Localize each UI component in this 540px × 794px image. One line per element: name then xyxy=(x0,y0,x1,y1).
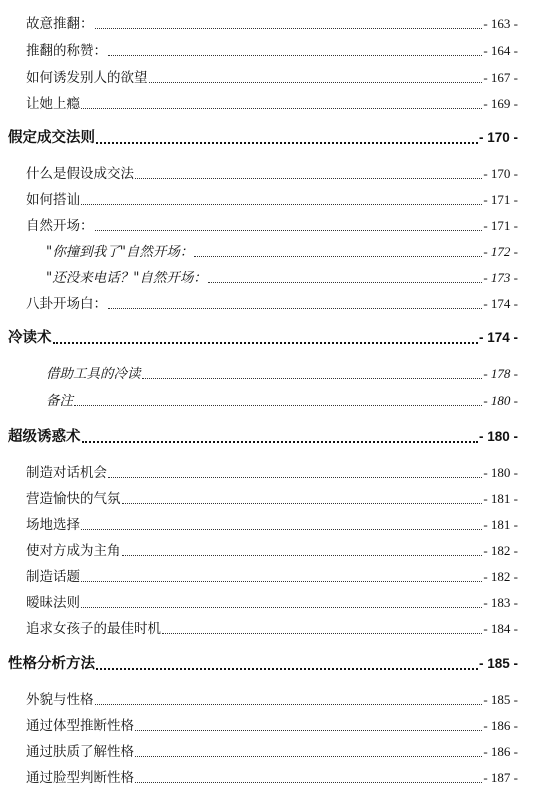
dot-leader xyxy=(108,55,482,56)
toc-entry[interactable] xyxy=(0,66,540,86)
toc-entry[interactable] xyxy=(0,591,540,611)
dot-leader xyxy=(82,441,478,443)
toc-entry-title: 外貌与性格 xyxy=(26,692,94,708)
toc-chapter-title: 冷读术 xyxy=(8,329,52,346)
toc-chapter[interactable] xyxy=(0,425,540,446)
toc-entry[interactable] xyxy=(0,461,540,481)
toc-entry-page: - 182 - xyxy=(483,543,518,558)
toc-entry-title: 推翻的称赞： xyxy=(26,43,107,59)
toc-entry-title: 使对方成为主角 xyxy=(26,543,121,559)
toc-entry-page: - 187 - xyxy=(483,770,518,785)
toc-entry-title: 如何诱发别人的欲望 xyxy=(26,70,148,86)
toc-chapter-title: 性格分析方法 xyxy=(8,655,95,672)
toc-chapter[interactable] xyxy=(0,326,540,347)
dot-leader xyxy=(81,607,482,608)
toc-entry-page: - 163 - xyxy=(483,16,518,31)
toc-chapter-page: - 170 - xyxy=(478,130,518,145)
toc-entry-title: 故意推翻： xyxy=(26,16,94,32)
dot-leader xyxy=(81,581,482,582)
toc-entry-page: - 181 - xyxy=(483,517,518,532)
toc-entry-title: 场地选择 xyxy=(26,517,80,533)
toc-entry-page: - 182 - xyxy=(483,569,518,584)
toc-subentry[interactable] xyxy=(0,389,540,409)
dot-leader xyxy=(95,704,483,705)
toc-entry-title: 通过肤质了解性格 xyxy=(26,744,134,760)
toc-entry[interactable] xyxy=(0,617,540,637)
toc-entry-title: 制造对话机会 xyxy=(26,465,107,481)
toc-subentry-title: "还没来电话？"自然开场： xyxy=(46,270,207,286)
toc-entry[interactable] xyxy=(0,12,540,32)
dot-leader xyxy=(81,204,482,205)
dot-leader xyxy=(81,108,482,109)
toc-entry[interactable] xyxy=(0,39,540,59)
toc-entry[interactable] xyxy=(0,766,540,786)
dot-leader xyxy=(96,142,478,144)
dot-leader xyxy=(108,308,482,309)
toc-subentry-page: - 172 - xyxy=(483,244,518,259)
toc-entry-title: 八卦开场白： xyxy=(26,296,107,312)
toc-entry[interactable] xyxy=(0,487,540,507)
toc-entry-title: 什么是假设成交法 xyxy=(26,166,134,182)
toc-chapter-page: - 174 - xyxy=(478,330,518,345)
toc-entry-page: - 183 - xyxy=(483,595,518,610)
toc-subentry[interactable] xyxy=(0,240,540,260)
dot-leader xyxy=(108,477,482,478)
dot-leader xyxy=(53,342,478,344)
dot-leader xyxy=(194,256,482,257)
dot-leader xyxy=(208,282,482,283)
toc-subentry[interactable] xyxy=(0,362,540,382)
dot-leader xyxy=(74,405,482,406)
toc-entry[interactable] xyxy=(0,740,540,760)
dot-leader xyxy=(95,230,483,231)
toc-chapter-title: 假定成交法则 xyxy=(8,129,95,146)
toc-entry-page: - 164 - xyxy=(483,43,518,58)
toc-subentry-title: 备注 xyxy=(46,393,73,409)
toc-entry-title: 制造话题 xyxy=(26,569,80,585)
dot-leader xyxy=(135,782,482,783)
toc-chapter-title: 超级诱惑术 xyxy=(8,428,81,445)
toc-subentry-page: - 180 - xyxy=(483,393,518,408)
toc-entry-title: 如何搭讪 xyxy=(26,192,80,208)
toc-entry-page: - 169 - xyxy=(483,96,518,111)
toc-entry-page: - 171 - xyxy=(483,218,518,233)
toc-entry-page: - 180 - xyxy=(483,465,518,480)
toc-entry-page: - 181 - xyxy=(483,491,518,506)
toc-entry-page: - 174 - xyxy=(483,296,518,311)
toc-entry-title: 营造愉快的气氛 xyxy=(26,491,121,507)
toc-entry-title: 通过体型推断性格 xyxy=(26,718,134,734)
toc-entry[interactable] xyxy=(0,688,540,708)
dot-leader xyxy=(135,756,482,757)
dot-leader xyxy=(122,555,483,556)
toc-subentry-title: "你撞到我了"自然开场： xyxy=(46,244,194,260)
dot-leader xyxy=(135,178,482,179)
toc-entry[interactable] xyxy=(0,292,540,312)
toc-subentry[interactable] xyxy=(0,266,540,286)
toc-entry-title: 自然开场： xyxy=(26,218,94,234)
toc-chapter[interactable] xyxy=(0,126,540,147)
toc-entry-page: - 185 - xyxy=(483,692,518,707)
toc-entry-page: - 171 - xyxy=(483,192,518,207)
toc-entry-title: 追求女孩子的最佳时机 xyxy=(26,621,161,637)
toc-entry[interactable] xyxy=(0,162,540,182)
toc-entry-title: 通过脸型判断性格 xyxy=(26,770,134,786)
dot-leader xyxy=(135,730,482,731)
toc-entry-page: - 167 - xyxy=(483,70,518,85)
dot-leader xyxy=(162,633,482,634)
dot-leader xyxy=(142,378,483,379)
toc-chapter-page: - 180 - xyxy=(478,429,518,444)
dot-leader xyxy=(122,503,483,504)
toc-chapter[interactable] xyxy=(0,652,540,673)
toc-entry-page: - 186 - xyxy=(483,718,518,733)
dot-leader xyxy=(149,82,483,83)
dot-leader xyxy=(81,529,482,530)
toc-entry-page: - 170 - xyxy=(483,166,518,181)
toc-subentry-page: - 178 - xyxy=(483,366,518,381)
toc-entry-page: - 186 - xyxy=(483,744,518,759)
dot-leader xyxy=(95,28,483,29)
dot-leader xyxy=(96,668,478,670)
toc-entry[interactable] xyxy=(0,188,540,208)
toc-entry-title: 让她上瘾 xyxy=(26,96,80,112)
toc-entry[interactable] xyxy=(0,565,540,585)
toc-entry-title: 暧昧法则 xyxy=(26,595,80,611)
toc-subentry-page: - 173 - xyxy=(483,270,518,285)
toc-entry[interactable] xyxy=(0,214,540,234)
toc-entry[interactable] xyxy=(0,539,540,559)
toc-entry-page: - 184 - xyxy=(483,621,518,636)
toc-subentry-title: 借助工具的冷读 xyxy=(46,366,141,382)
toc-entry[interactable] xyxy=(0,92,540,112)
toc-chapter-page: - 185 - xyxy=(478,656,518,671)
toc-entry[interactable] xyxy=(0,714,540,734)
toc-entry[interactable] xyxy=(0,513,540,533)
